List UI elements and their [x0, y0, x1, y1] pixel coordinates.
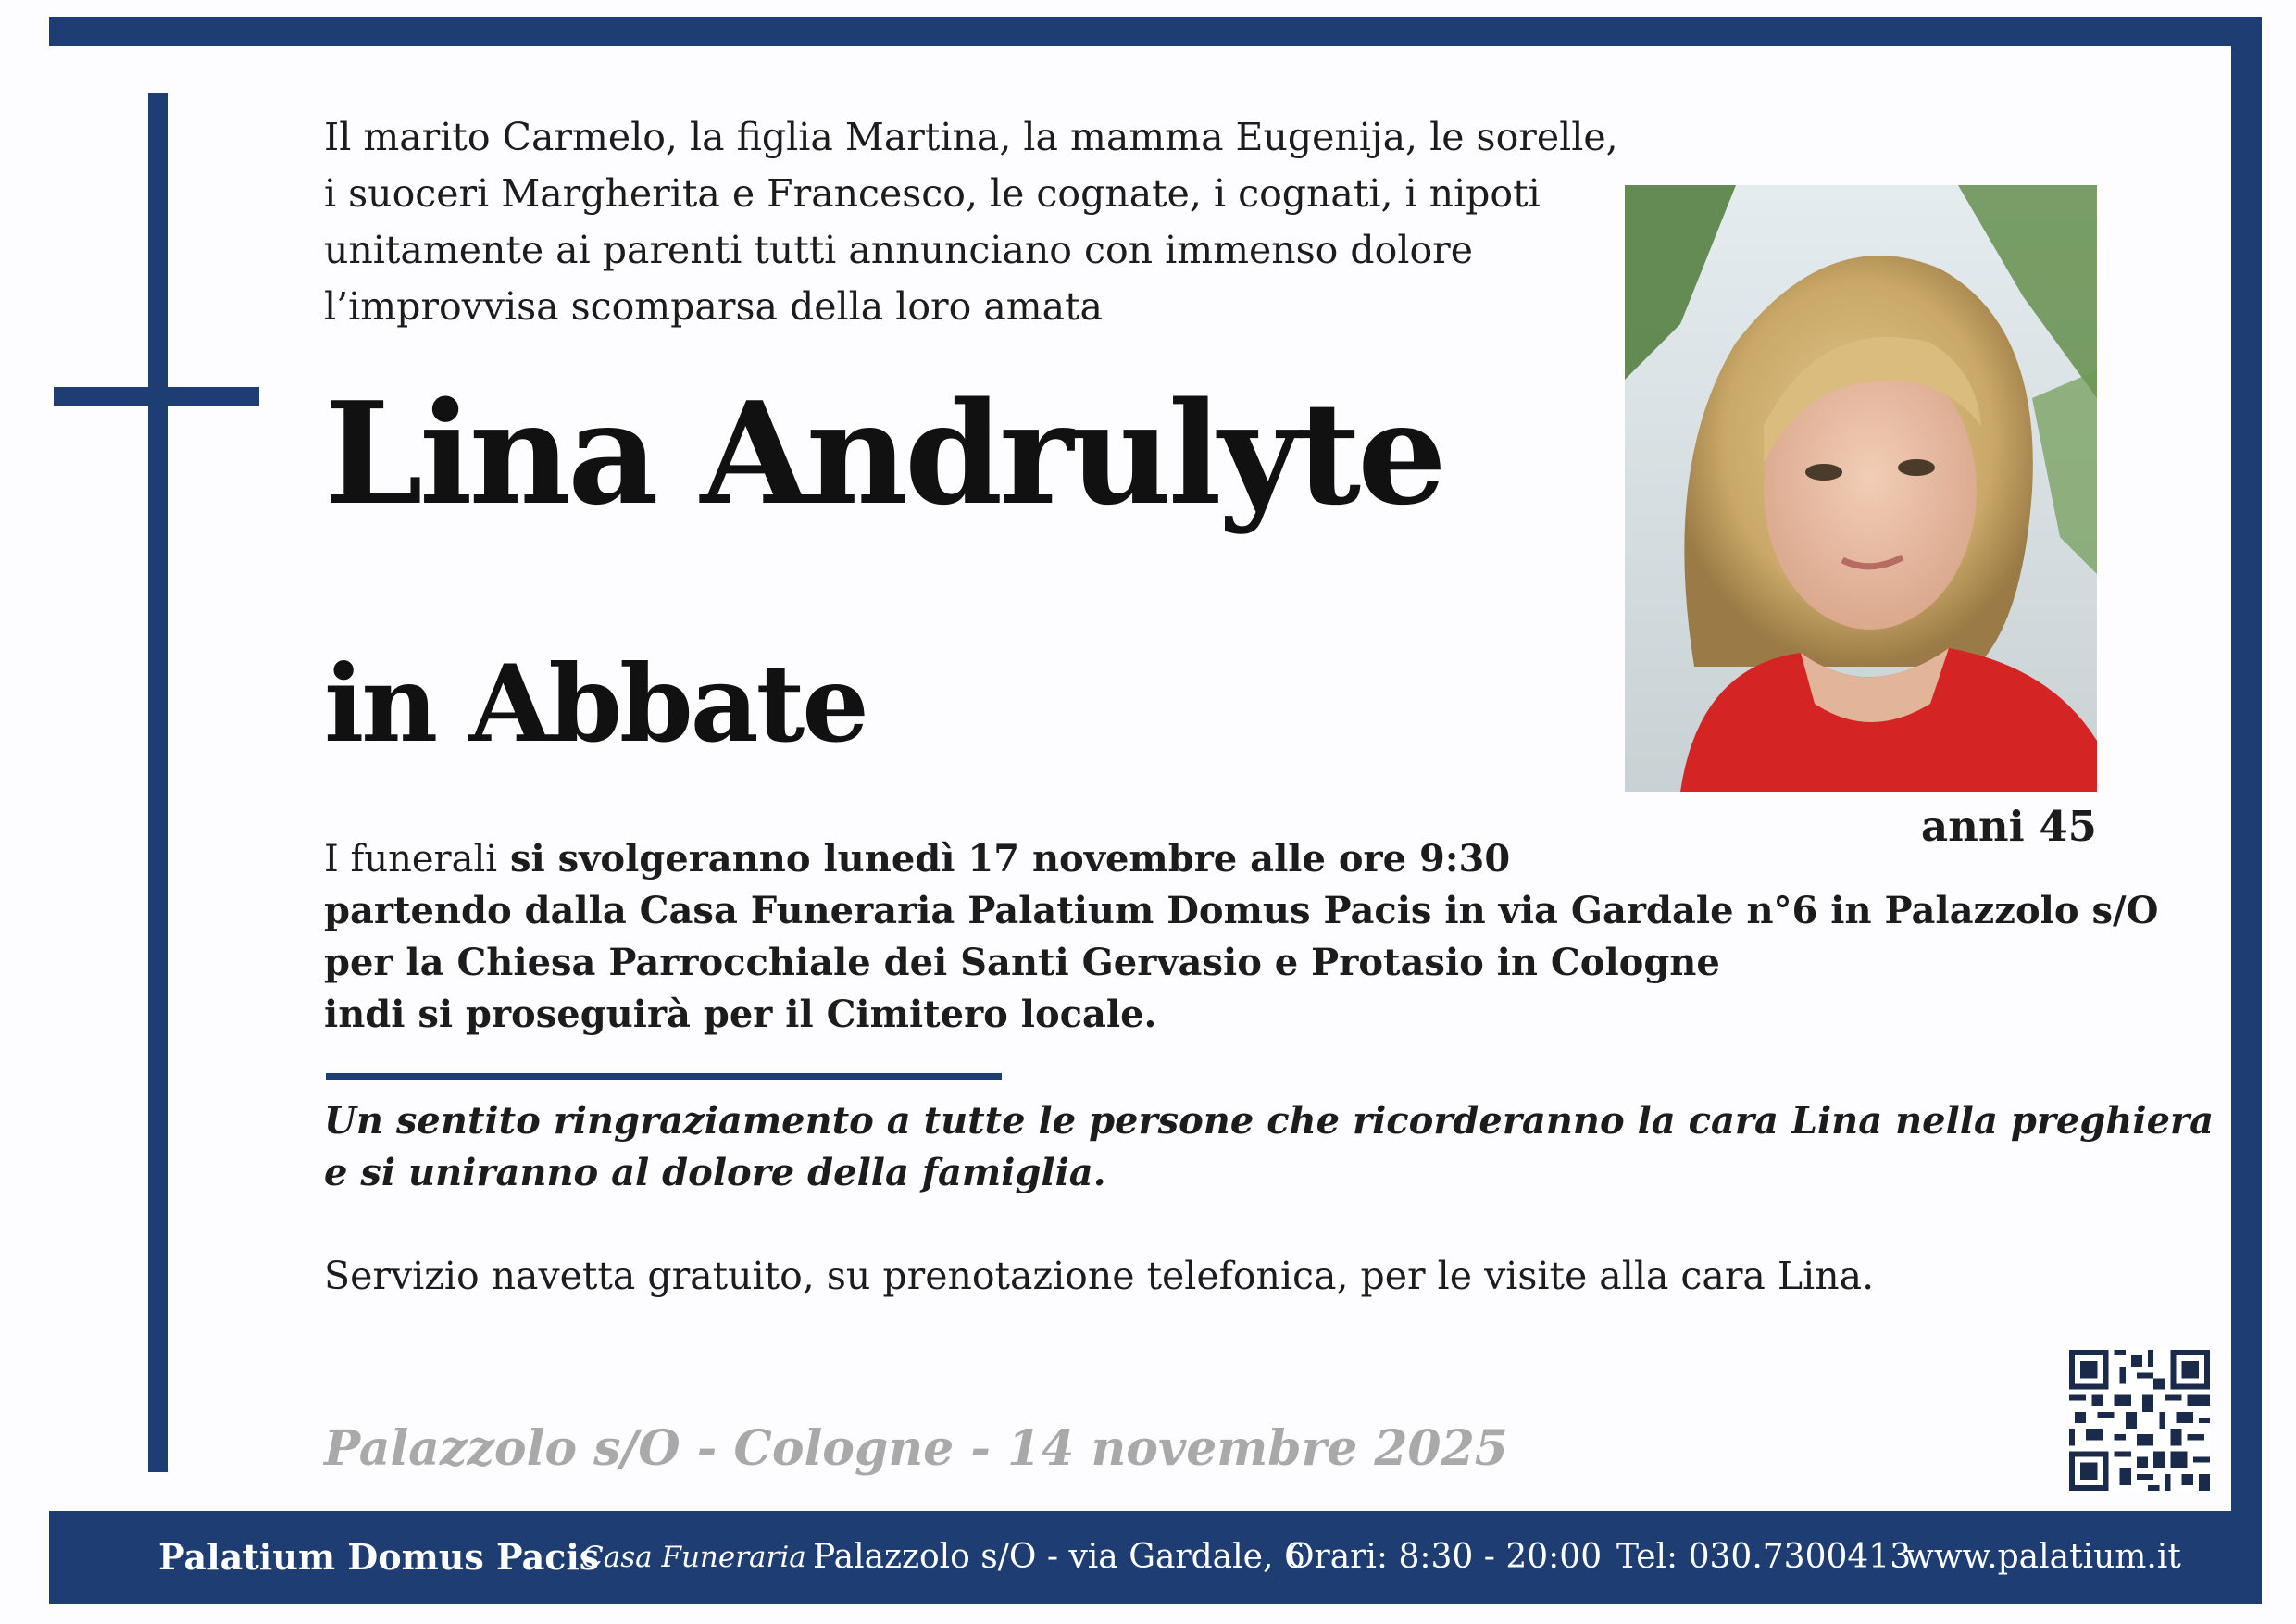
- funeral-line: per la Chiesa Parrocchiale dei Santi Gervasio e Protasio in Cologne: [324, 941, 1720, 984]
- announcement-line: i suoceri Margherita e Francesco, le cognate, i cognati, i nipoti: [324, 171, 1541, 216]
- section-divider: [326, 1073, 1002, 1080]
- thanks-line: e si uniranno al dolore della famiglia.: [324, 1151, 1106, 1194]
- place-and-date: Palazzolo s/O - Cologne - 14 novembre 2025: [324, 1420, 1508, 1477]
- qr-code-icon[interactable]: [2069, 1350, 2210, 1491]
- deceased-name: Lina Andrulyte: [324, 370, 1443, 536]
- frame-right-border: [2231, 17, 2262, 1517]
- funeral-prefix: I funerali: [324, 838, 498, 881]
- announcement-line: unitamente ai parenti tutti annunciano con immenso dolore: [324, 228, 1473, 272]
- announcement-line: Il marito Carmelo, la figlia Martina, la mamma Eugenija, le sorelle,: [324, 115, 1618, 159]
- portrait-photo: [1625, 185, 2097, 792]
- footer-address: Palazzolo s/O - via Gardale, 6: [813, 1538, 1305, 1576]
- thanks-line: Un sentito ringraziamento a tutte le persone che ricorderanno la cara Lina nella preghiera: [324, 1099, 2215, 1143]
- funeral-details: [324, 833, 2159, 1041]
- footer-website-link[interactable]: www.palatium.it: [1905, 1538, 2181, 1576]
- cross-horizontal-bar: [54, 387, 259, 406]
- funeral-line: partendo dalla Casa Funeraria Palatium Domus Pacis in via Gardale n°6 in Palazzolo s/O: [324, 889, 2159, 932]
- family-announcement: [324, 109, 1618, 335]
- announcement-line: l’improvvisa scomparsa della loro amata: [324, 284, 1104, 329]
- footer-subtitle: Casa Funeraria: [581, 1541, 806, 1574]
- thanks-message: [324, 1095, 2215, 1199]
- footer-bar: [49, 1511, 2262, 1604]
- funeral-line: indi si proseguirà per il Cimitero locale.: [324, 993, 1157, 1036]
- funeral-date: si svolgeranno lunedì 17 novembre alle ore 9:30: [497, 837, 1511, 881]
- married-name: in Abbate: [324, 642, 867, 766]
- footer-hours: Orari: 8:30 - 20:00: [1287, 1538, 1603, 1576]
- funeral-line: [324, 833, 2083, 885]
- cross-vertical-bar: [148, 93, 168, 1472]
- age-label: anni 45: [1921, 802, 2097, 851]
- shuttle-service-note: Servizio navetta gratuito, su prenotazione telefonica, per le visite alla cara Lina.: [324, 1254, 1875, 1298]
- footer-brand: Palatium Domus Pacis: [158, 1536, 600, 1578]
- footer-phone[interactable]: Tel: 030.7300413: [1616, 1538, 1912, 1576]
- frame-top-border: [49, 17, 2262, 46]
